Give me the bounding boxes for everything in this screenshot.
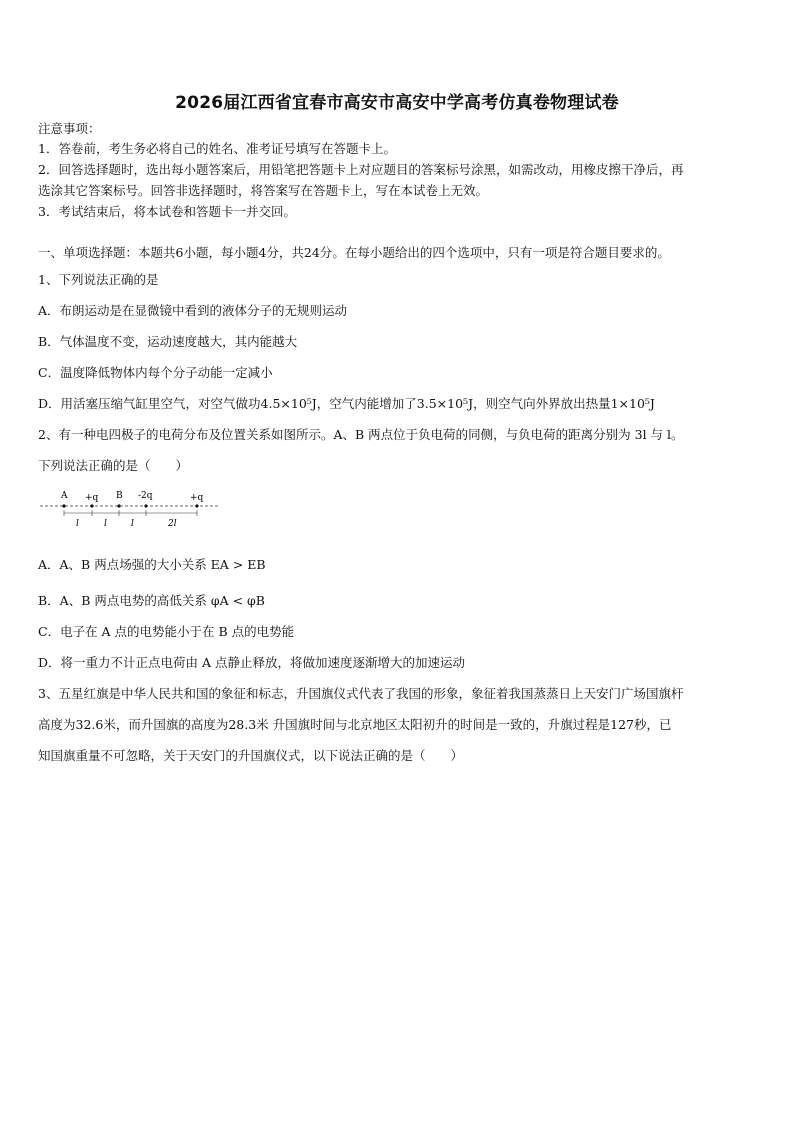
charge-plus-q-2 bbox=[195, 504, 198, 507]
notice-item-1: 1．答卷前，考生务必将自己的姓名、准考证号填写在答题卡上。 bbox=[38, 141, 396, 156]
question-2-stem-cont: 下列说法正确的是（ ） bbox=[38, 458, 189, 473]
segment-label-4: 2l bbox=[168, 519, 177, 529]
question-3-stem-line-3: 知国旗重量不可忽略，关于天安门的升国旗仪式，以下说法正确的是（ ） bbox=[38, 748, 464, 763]
notice-item-2-cont: 选涂其它答案标号。回答非选择题时，将答案写在答题卡上，写在本试卷上无效。 bbox=[38, 183, 489, 198]
charge-diagram bbox=[38, 486, 228, 530]
point-b bbox=[117, 504, 120, 507]
question-1-option-c: C．温度降低物体内每个分子动能一定减小 bbox=[38, 365, 273, 380]
notice-heading: 注意事项： bbox=[38, 121, 101, 136]
label-minus-2q: -2q bbox=[138, 491, 153, 501]
question-2-option-a: A．A、B 两点场强的大小关系 EA > EB bbox=[38, 557, 266, 572]
question-2-option-b: B．A、B 两点电势的高低关系 φA < φB bbox=[38, 593, 265, 608]
segment-label-1: l bbox=[76, 519, 79, 529]
label-a: A bbox=[61, 491, 68, 501]
segment-label-3: l bbox=[131, 519, 134, 529]
section-heading: 一、单项选择题：本题共6小题，每小题4分，共24分。在每小题给出的四个选项中，只有一项是符合题目要求的。 bbox=[38, 245, 670, 260]
question-2-option-d: D．将一重力不计正点电荷由 A 点静止释放，将做加速度逐渐增大的加速运动 bbox=[38, 655, 465, 670]
question-3-stem-line-1: 3、五星红旗是中华人民共和国的象征和标志，升国旗仪式代表了我国的形象，象征着我国蒸蒸日上天安门广场国旗杆 bbox=[38, 686, 684, 701]
label-plus-q-2: +q bbox=[190, 493, 204, 503]
notice-item-3: 3．考试结束后，将本试卷和答题卡一并交回。 bbox=[38, 204, 296, 219]
point-a bbox=[62, 504, 65, 507]
question-1-option-d: D．用活塞压缩气缸里空气，对空气做功4.5×10⁵J，空气内能增加了3.5×10⁵J，则空气向外界放出热量1×10⁵J bbox=[38, 396, 655, 411]
question-3-stem-line-2: 高度为32.6米，而升国旗的高度为28.3米 升国旗时间与北京地区太阳初升的时间是一致的，升旗过程是127秒，已 bbox=[38, 717, 672, 732]
segment-label-2: l bbox=[104, 519, 107, 529]
charge-minus-2q bbox=[144, 504, 147, 507]
page-title: 2026届江西省宜春市高安市高安中学高考仿真卷物理试卷 bbox=[175, 93, 619, 113]
question-2-option-c: C．电子在 A 点的电势能小于在 B 点的电势能 bbox=[38, 624, 295, 639]
label-plus-q-1: +q bbox=[85, 493, 99, 503]
notice-item-2: 2．回答选择题时，选出每小题答案后，用铅笔把答题卡上对应题目的答案标号涂黑，如需改动，用橡皮擦干净后，再 bbox=[38, 162, 684, 177]
question-1-option-b: B．气体温度不变，运动速度越大，其内能越大 bbox=[38, 334, 298, 349]
question-1-option-a: A．布朗运动是在显微镜中看到的液体分子的无规则运动 bbox=[38, 303, 348, 318]
question-1-stem: 1、下列说法正确的是 bbox=[38, 272, 159, 287]
question-2-stem: 2、有一种电四极子的电荷分布及位置关系如图所示。A、B 两点位于负电荷的同侧，与负电荷的距离分别为 3l 与 l。 bbox=[38, 427, 684, 442]
charge-plus-q-1 bbox=[90, 504, 93, 507]
label-b: B bbox=[116, 491, 123, 501]
